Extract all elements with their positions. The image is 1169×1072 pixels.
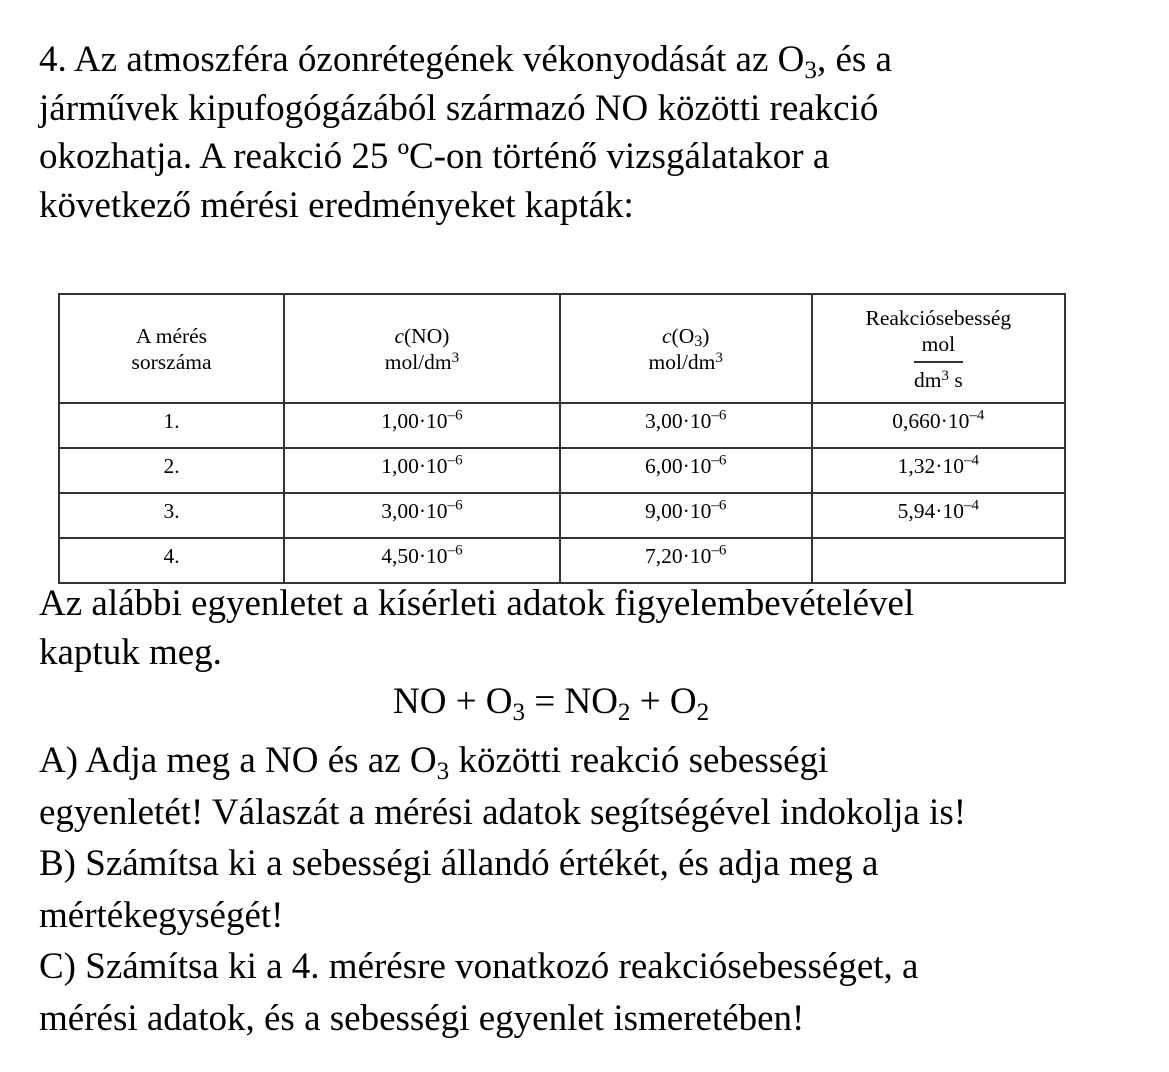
- cell-c-no: [284, 448, 560, 493]
- header-unit: [285, 349, 559, 375]
- subscript: 2: [696, 699, 710, 727]
- table-row: [59, 403, 1065, 448]
- exponent: –6: [447, 452, 463, 469]
- header-reaction-rate: [812, 294, 1065, 403]
- value: 4,50·10: [381, 544, 448, 568]
- cell-index: 2.: [59, 448, 284, 493]
- subscript: 3: [436, 758, 450, 786]
- intro-line-3: okozhatja. A reakció 25 ºC-on történő vizsgálatakor a: [39, 136, 830, 177]
- exponent: –4: [963, 452, 979, 469]
- concentration-symbol: c: [394, 323, 405, 348]
- value: 3,00·10: [645, 409, 712, 433]
- header-text: sorszáma: [131, 349, 212, 374]
- header-text: A mérés: [136, 323, 208, 348]
- cell-c-o3: [560, 448, 812, 493]
- concentration-symbol: c: [661, 323, 672, 348]
- value: 6,00·10: [645, 454, 712, 478]
- cell-c-o3: [560, 538, 812, 583]
- unit: dm: [913, 367, 942, 392]
- header-unit: [561, 349, 811, 375]
- rate-unit-fraction: [914, 331, 963, 393]
- cell-c-o3: [560, 403, 812, 448]
- exponent: –4: [963, 497, 979, 514]
- header-measurement-number: [59, 294, 284, 403]
- value: 1,00·10: [381, 409, 448, 433]
- cell-index: 3.: [59, 493, 284, 538]
- equation-part: + O: [630, 681, 697, 722]
- exponent: 3: [715, 349, 723, 366]
- header-c-o3: [560, 294, 812, 403]
- value: 3,00·10: [381, 499, 448, 523]
- after-line-2: kaptuk meg.: [39, 631, 222, 673]
- intro-text: , és a: [816, 39, 892, 80]
- intro-line-2: járművek kipufogógázából származó NO közötti reakció: [39, 87, 879, 129]
- unit: mol/dm: [648, 349, 716, 374]
- question-a-line-2: egyenletét! Válaszát a mérési adatok segítségével indokolja is!: [39, 791, 967, 833]
- table-row: [59, 493, 1065, 538]
- value: 1,00·10: [381, 454, 448, 478]
- question-text: A) Adja meg a NO és az O: [39, 740, 437, 781]
- header-c-no: [284, 294, 560, 403]
- cell-rate-empty: [812, 538, 1065, 583]
- cell-rate: [812, 403, 1065, 448]
- header-text: [561, 323, 811, 349]
- cell-rate: [812, 493, 1065, 538]
- table-row: [59, 448, 1065, 493]
- question-c-line-1: C) Számítsa ki a 4. mérésre vonatkozó reakciósebességet, a: [39, 946, 919, 987]
- intro-text: 4. Az atmoszféra ózonrétegének vékonyodását az O: [39, 39, 805, 80]
- exponent: –4: [969, 407, 985, 424]
- header-text: [285, 323, 559, 349]
- species: ): [702, 323, 710, 348]
- question-text: közötti reakció sebességi: [449, 740, 829, 781]
- header-text: Reakciósebesség: [865, 305, 1012, 330]
- question-c-line-2: mérési adatok, és a sebességi egyenlet ismeretében!: [39, 997, 805, 1039]
- reaction-equation: [393, 678, 709, 726]
- question-b-line-2: mértékegységét!: [39, 894, 284, 936]
- subscript: 3: [804, 57, 817, 85]
- cell-c-no: [284, 493, 560, 538]
- value: 7,20·10: [645, 544, 712, 568]
- cell-rate: [812, 448, 1065, 493]
- exponent: –6: [447, 542, 463, 559]
- intro-line-4: következő mérési eredményeket kapták:: [39, 184, 634, 226]
- value: 0,660·10: [892, 409, 970, 433]
- fraction-denominator: [914, 363, 963, 393]
- species: (NO): [404, 323, 450, 348]
- table-row: [59, 538, 1065, 583]
- exponent: –6: [447, 497, 463, 514]
- after-line-1: Az alábbi egyenletet a kísérleti adatok figyelembevételével: [39, 583, 915, 624]
- exponent: –6: [447, 407, 463, 424]
- value: 5,94·10: [897, 499, 964, 523]
- exponent: –6: [711, 497, 727, 514]
- equation-intro: [39, 580, 914, 677]
- fraction-numerator: mol: [914, 331, 963, 363]
- unit: mol/dm: [384, 349, 452, 374]
- table-header-row: [59, 294, 1065, 403]
- cell-index: 1.: [59, 403, 284, 448]
- problem-intro: [39, 36, 892, 230]
- subscript: 3: [512, 699, 526, 727]
- subscript: 3: [694, 332, 703, 350]
- unit: s: [948, 367, 963, 392]
- cell-c-o3: [560, 493, 812, 538]
- question-b-line-1: B) Számítsa ki a sebességi állandó értékét, és adja meg a: [39, 843, 879, 884]
- question-a-line-1: [39, 735, 966, 787]
- cell-c-no: [284, 403, 560, 448]
- equation-part: = NO: [525, 681, 618, 722]
- cell-c-no: [284, 538, 560, 583]
- questions: [39, 735, 966, 1044]
- subscript: 2: [617, 699, 631, 727]
- equation-part: NO + O: [393, 681, 513, 722]
- measurement-table: [58, 293, 1066, 584]
- exponent: 3: [451, 349, 460, 366]
- cell-index: 4.: [59, 538, 284, 583]
- exponent: –6: [711, 407, 727, 424]
- exponent: –6: [711, 542, 727, 559]
- value: 1,32·10: [897, 454, 964, 478]
- species: (O: [671, 323, 695, 348]
- intro-line-1: [39, 36, 892, 85]
- exponent: –6: [711, 452, 727, 469]
- exponent: 3: [941, 367, 949, 384]
- value: 9,00·10: [645, 499, 712, 523]
